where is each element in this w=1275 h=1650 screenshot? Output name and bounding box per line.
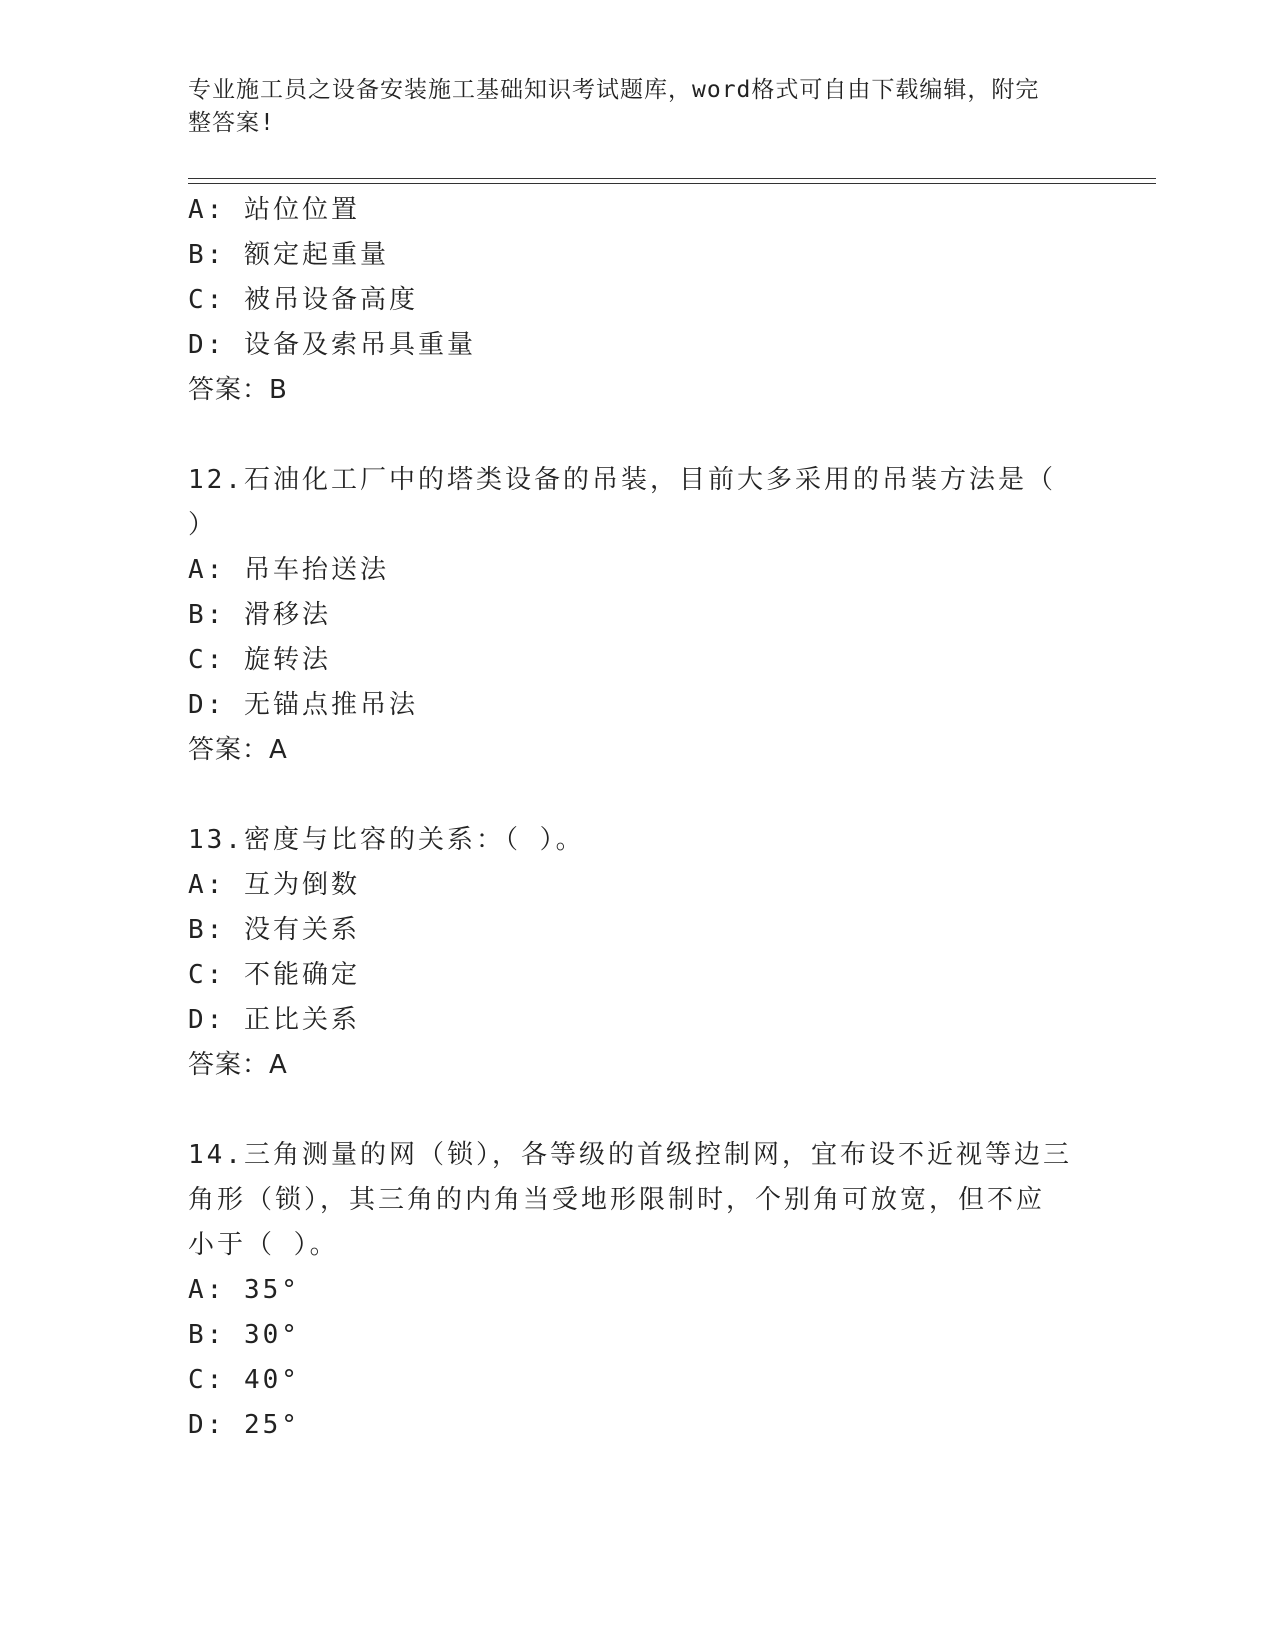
q13-answer: 答案：A <box>188 1050 288 1080</box>
q12-stem-line-1: 12.石油化工厂中的塔类设备的吊装，目前大多采用的吊装方法是（ <box>188 465 1056 495</box>
q14-option-b: B: 30° <box>188 1320 300 1350</box>
q14-stem-line-2: 角形（锁），其三角的内角当受地形限制时，个别角可放宽，但不应 <box>188 1185 1046 1215</box>
q12-option-b: B: 滑移法 <box>188 600 331 630</box>
document-header <box>188 74 1068 140</box>
q12-option-a: A: 吊车抬送法 <box>188 555 389 585</box>
q13-option-b: B: 没有关系 <box>188 915 360 945</box>
q14-option-c: C: 40° <box>188 1365 300 1395</box>
q13-option-a: A: 互为倒数 <box>188 870 360 900</box>
q14-option-d: D: 25° <box>188 1410 300 1440</box>
header-line-1: 专业施工员之设备安装施工基础知识考试题库，word格式可自由下载编辑，附完 <box>188 77 1040 103</box>
q12-option-c: C: 旋转法 <box>188 645 331 675</box>
q11-option-d: D: 设备及索吊具重量 <box>188 330 476 360</box>
q14-option-a: A: 35° <box>188 1275 300 1305</box>
q13-option-d: D: 正比关系 <box>188 1005 360 1035</box>
q12-stem-line-2: ） <box>188 510 218 540</box>
header-divider-top <box>188 178 1156 179</box>
header-divider-bottom <box>188 183 1156 184</box>
q11-option-a: A: 站位位置 <box>188 195 360 225</box>
q11-answer: 答案：B <box>188 375 288 405</box>
q14-stem-line-1: 14.三角测量的网（锁），各等级的首级控制网，宜布设不近视等边三 <box>188 1140 1072 1170</box>
q13-option-c: C: 不能确定 <box>188 960 360 990</box>
q11-option-c: C: 被吊设备高度 <box>188 285 418 315</box>
q12-answer: 答案：A <box>188 735 288 765</box>
q11-option-b: B: 额定起重量 <box>188 240 389 270</box>
q14-stem-line-3: 小于（ ）。 <box>188 1230 339 1260</box>
q12-option-d: D: 无锚点推吊法 <box>188 690 418 720</box>
header-line-2: 整答案! <box>188 110 275 136</box>
q13-stem-line-1: 13.密度与比容的关系：（ ）。 <box>188 825 585 855</box>
